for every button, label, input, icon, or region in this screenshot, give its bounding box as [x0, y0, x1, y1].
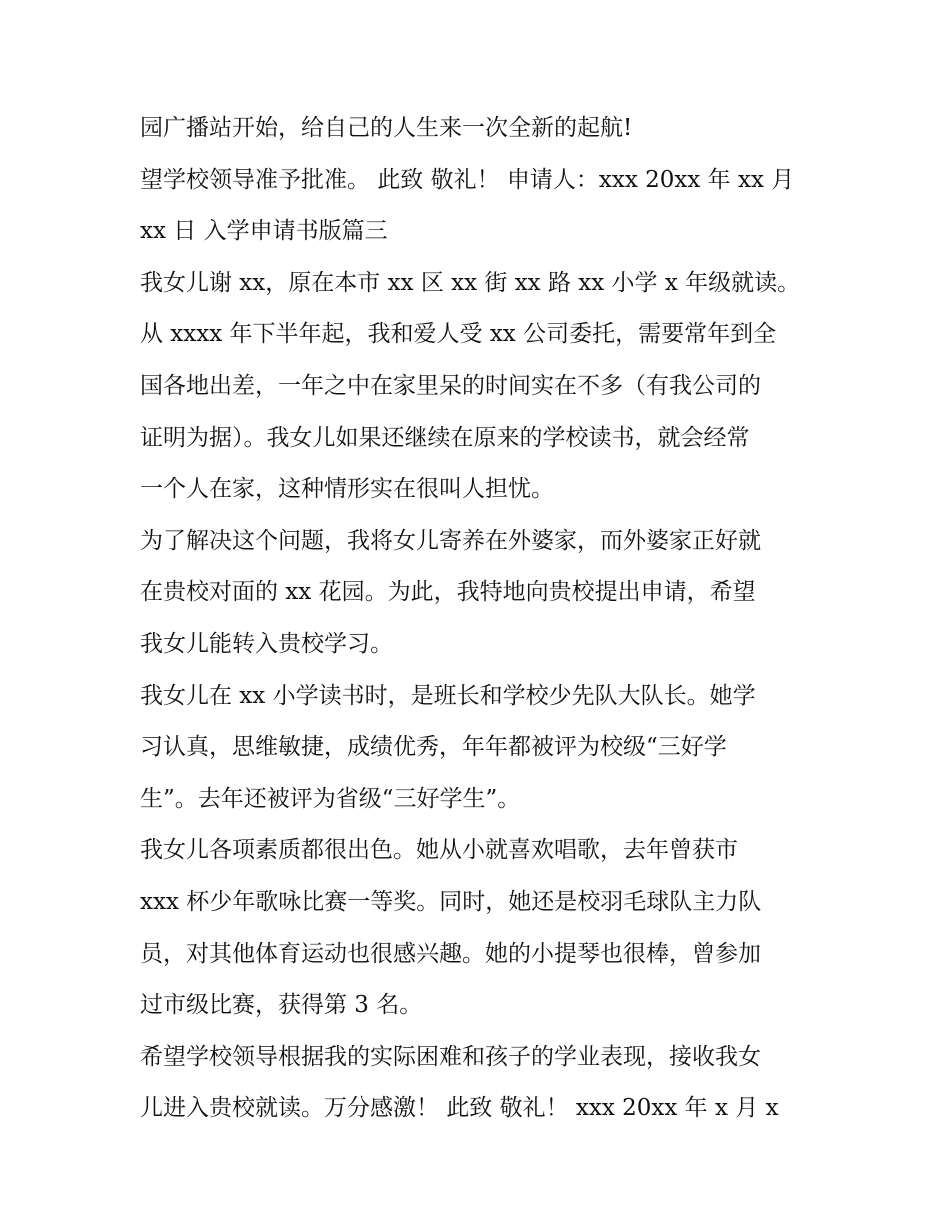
text-line-6: 国各地出差，一年之中在家里呆的时间实在不多（有我公司的 [140, 372, 761, 399]
text-line-19: 希望学校领导根据我的实际困难和孩子的学业表现，接收我女 [140, 1043, 761, 1070]
text-line-12: 我女儿在 xx 小学读书时，是班长和学校少先队大队长。她学 [140, 682, 756, 709]
text-line-10: 在贵校对面的 xx 花园。为此，我特地向贵校提出申请，希望 [140, 579, 756, 606]
text-line-2: 望学校领导准予批准。 此致 敬礼！ 申请人：xxx 20xx 年 xx 月 [140, 166, 795, 193]
text-line-17: 员，对其他体育运动也很感兴趣。她的小提琴也很棒，曾参加 [140, 940, 761, 967]
text-line-8: 一个人在家，这种情形实在很叫人担忧。 [140, 476, 554, 503]
document-body [140, 106, 820, 1138]
text-line-1: 园广播站开始，给自己的人生来一次全新的起航! [140, 115, 633, 141]
text-line-20: 儿进入贵校就读。万分感激！ 此致 敬礼！ xxx 20xx 年 x 月 x [140, 1095, 779, 1122]
text-line-18: 过市级比赛，获得第 3 名。 [140, 992, 423, 1019]
text-line-13: 习认真，思维敏捷，成绩优秀，年年都被评为校级“三好学 [140, 734, 727, 761]
text-line-3: xx 日 入学申请书版篇三 [140, 218, 388, 245]
text-line-14: 生”。去年还被评为省级“三好学生”。 [140, 785, 521, 812]
text-line-11: 我女儿能转入贵校学习。 [140, 630, 393, 657]
text-line-7: 证明为据）。我女儿如果还继续在原来的学校读书，就会经常 [140, 424, 750, 451]
text-line-15: 我女儿各项素质都很出色。她从小就喜欢唱歌，去年曾获市 [140, 837, 738, 864]
text-line-4: 我女儿谢 xx，原在本市 xx 区 xx 街 xx 路 xx 小学 x 年级就读。 [140, 269, 801, 296]
text-line-5: 从 xxxx 年下半年起，我和爱人受 xx 公司委托，需要常年到全 [140, 321, 777, 348]
text-line-9: 为了解决这个问题，我将女儿寄养在外婆家，而外婆家正好就 [140, 527, 761, 554]
text-line-16: xxx 杯少年歌咏比赛一等奖。同时，她还是校羽毛球队主力队 [140, 888, 762, 915]
